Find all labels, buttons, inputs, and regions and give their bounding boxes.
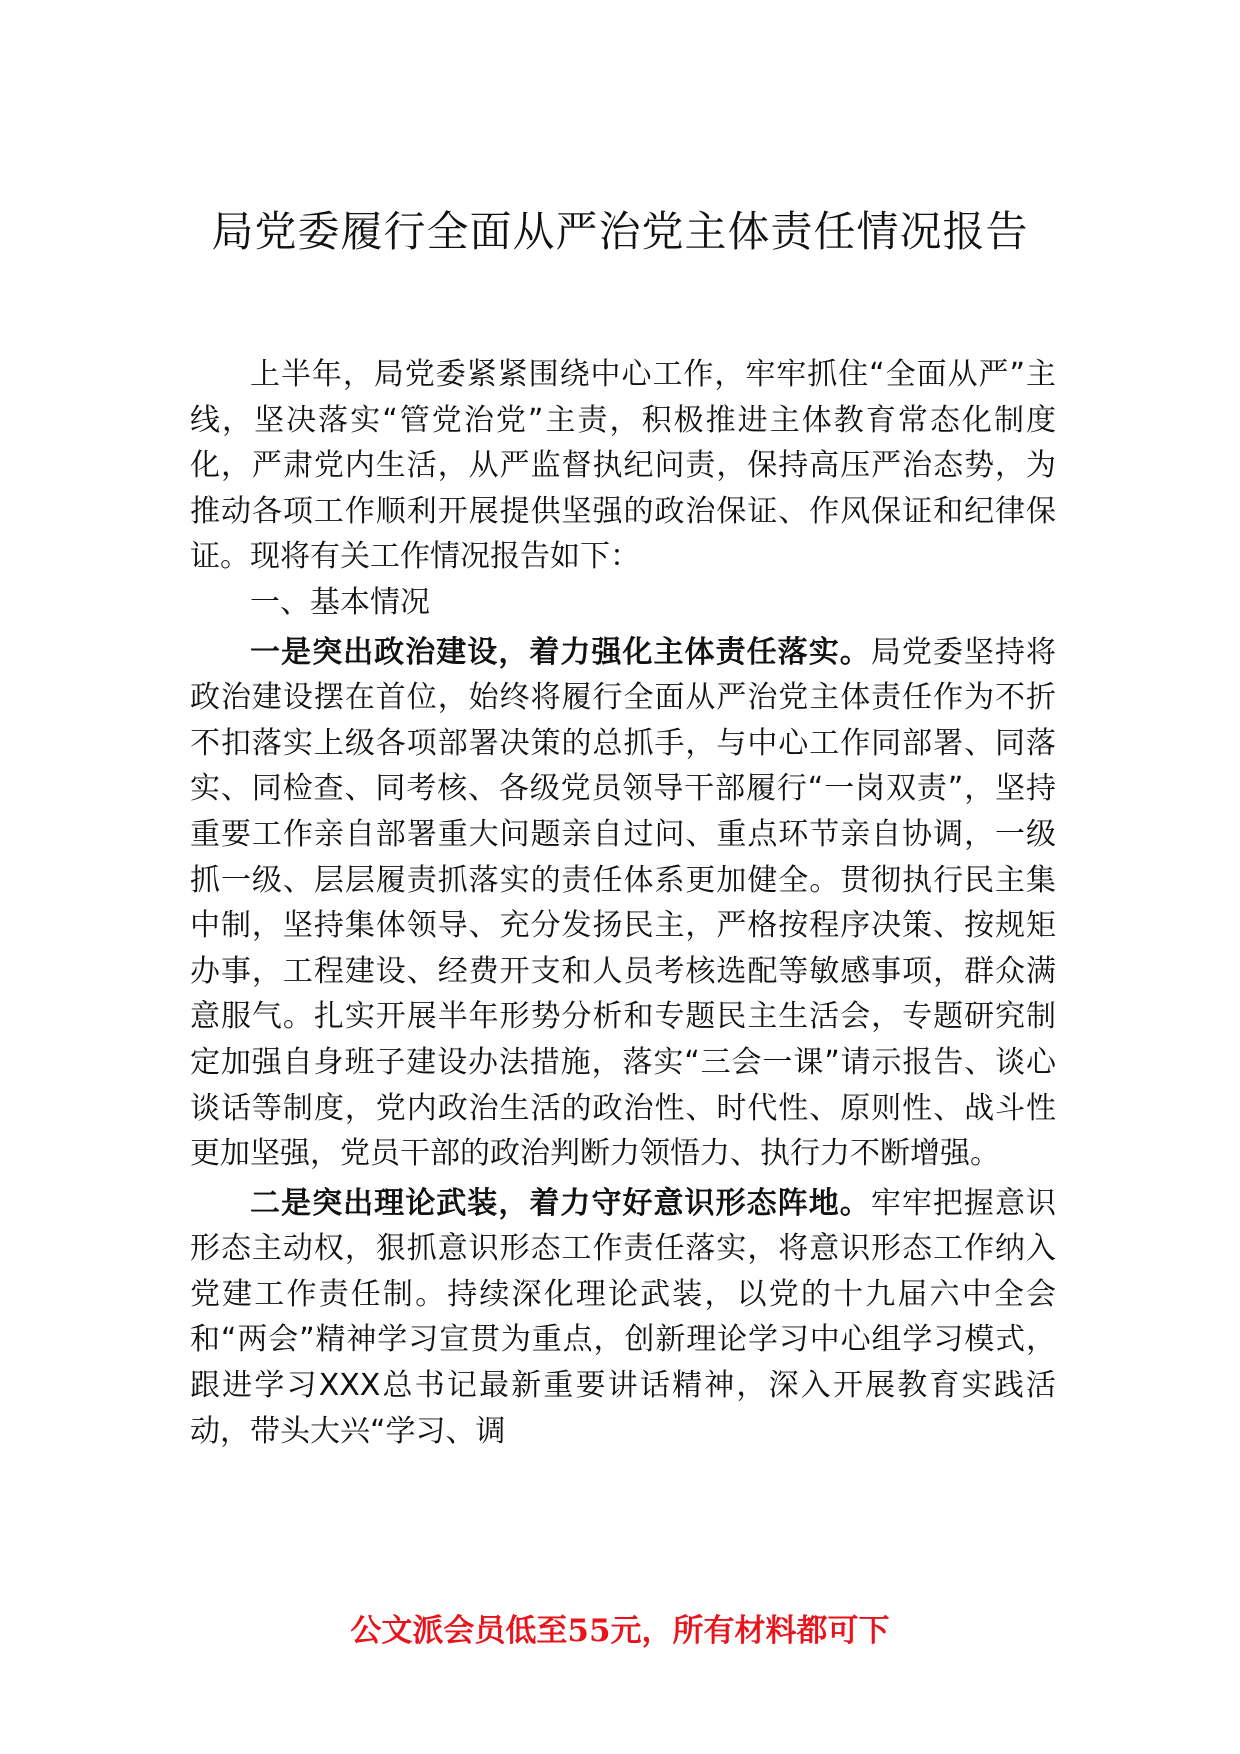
point1-lead: 一是突出政治建设，着力强化主体责任落实。	[250, 634, 871, 670]
point2-paragraph	[190, 1181, 1056, 1455]
point2-text: 牢牢把握意识形态主动权，狠抓意识形态工作责任落实，将意识形态工作纳入党建工作责任制。持续深化理论武装，以党的十九届六中全会和“两会”精神学习宣贯为重点，创新理论学习中心组学习模式，跟进学习XXX总书记最新重要讲话精神，深入开展教育实践活动，带头大兴“学习、调	[190, 1185, 1057, 1449]
point2-lead: 二是突出理论武装，着力守好意识形态阵地。	[250, 1185, 871, 1221]
point1-text: 局党委坚持将政治建设摆在首位，始终将履行全面从严治党主体责任作为不折不扣落实上级各项部署决策的总抓手，与中心工作同部署、同落实、同检查、同考核、各级党员领导干部履行“一岗双责”，坚持重要工作亲自部署重大问题亲自过问、重点环节亲自协调，一级抓一级、层层履责抓落实的责任体系更加健全。贯彻执行民主集中制，坚持集体领导、充分发扬民主，严格按程序决策、按规矩办事，工程建设、经费开支和人员考核选配等敏感事项，群众满意服气。扎实开展半年形势分析和专题民主生活会，专题研究制定加强自身班子建设办法措施，落实“三会一课”请示报告、谈心谈话等制度，党内政治生活的政治性、时代性、原则性、战斗性更加坚强，党员干部的政治判断力领悟力、执行力不断增强。	[190, 634, 1057, 1172]
promo-footer: 公文派会员低至55元，所有材料都可下	[350, 1613, 890, 1649]
point1-paragraph	[190, 630, 1056, 1177]
document-title: 局党委履行全面从严治党主体责任情况报告	[211, 207, 1029, 256]
document-body	[190, 352, 1056, 1454]
intro-paragraph: 上半年，局党委紧紧围绕中心工作，牢牢抓住“全面从严”主线，坚决落实“管党治党”主责，积极推进主体教育常态化制度化，严肃党内生活，从严监督执纪问责，保持高压严治态势，为推动各项工作顺利开展提供坚强的政治保证、作风保证和纪律保证。现将有关工作情况报告如下：	[190, 357, 1056, 575]
section-heading-basic: 一、基本情况	[250, 584, 430, 620]
